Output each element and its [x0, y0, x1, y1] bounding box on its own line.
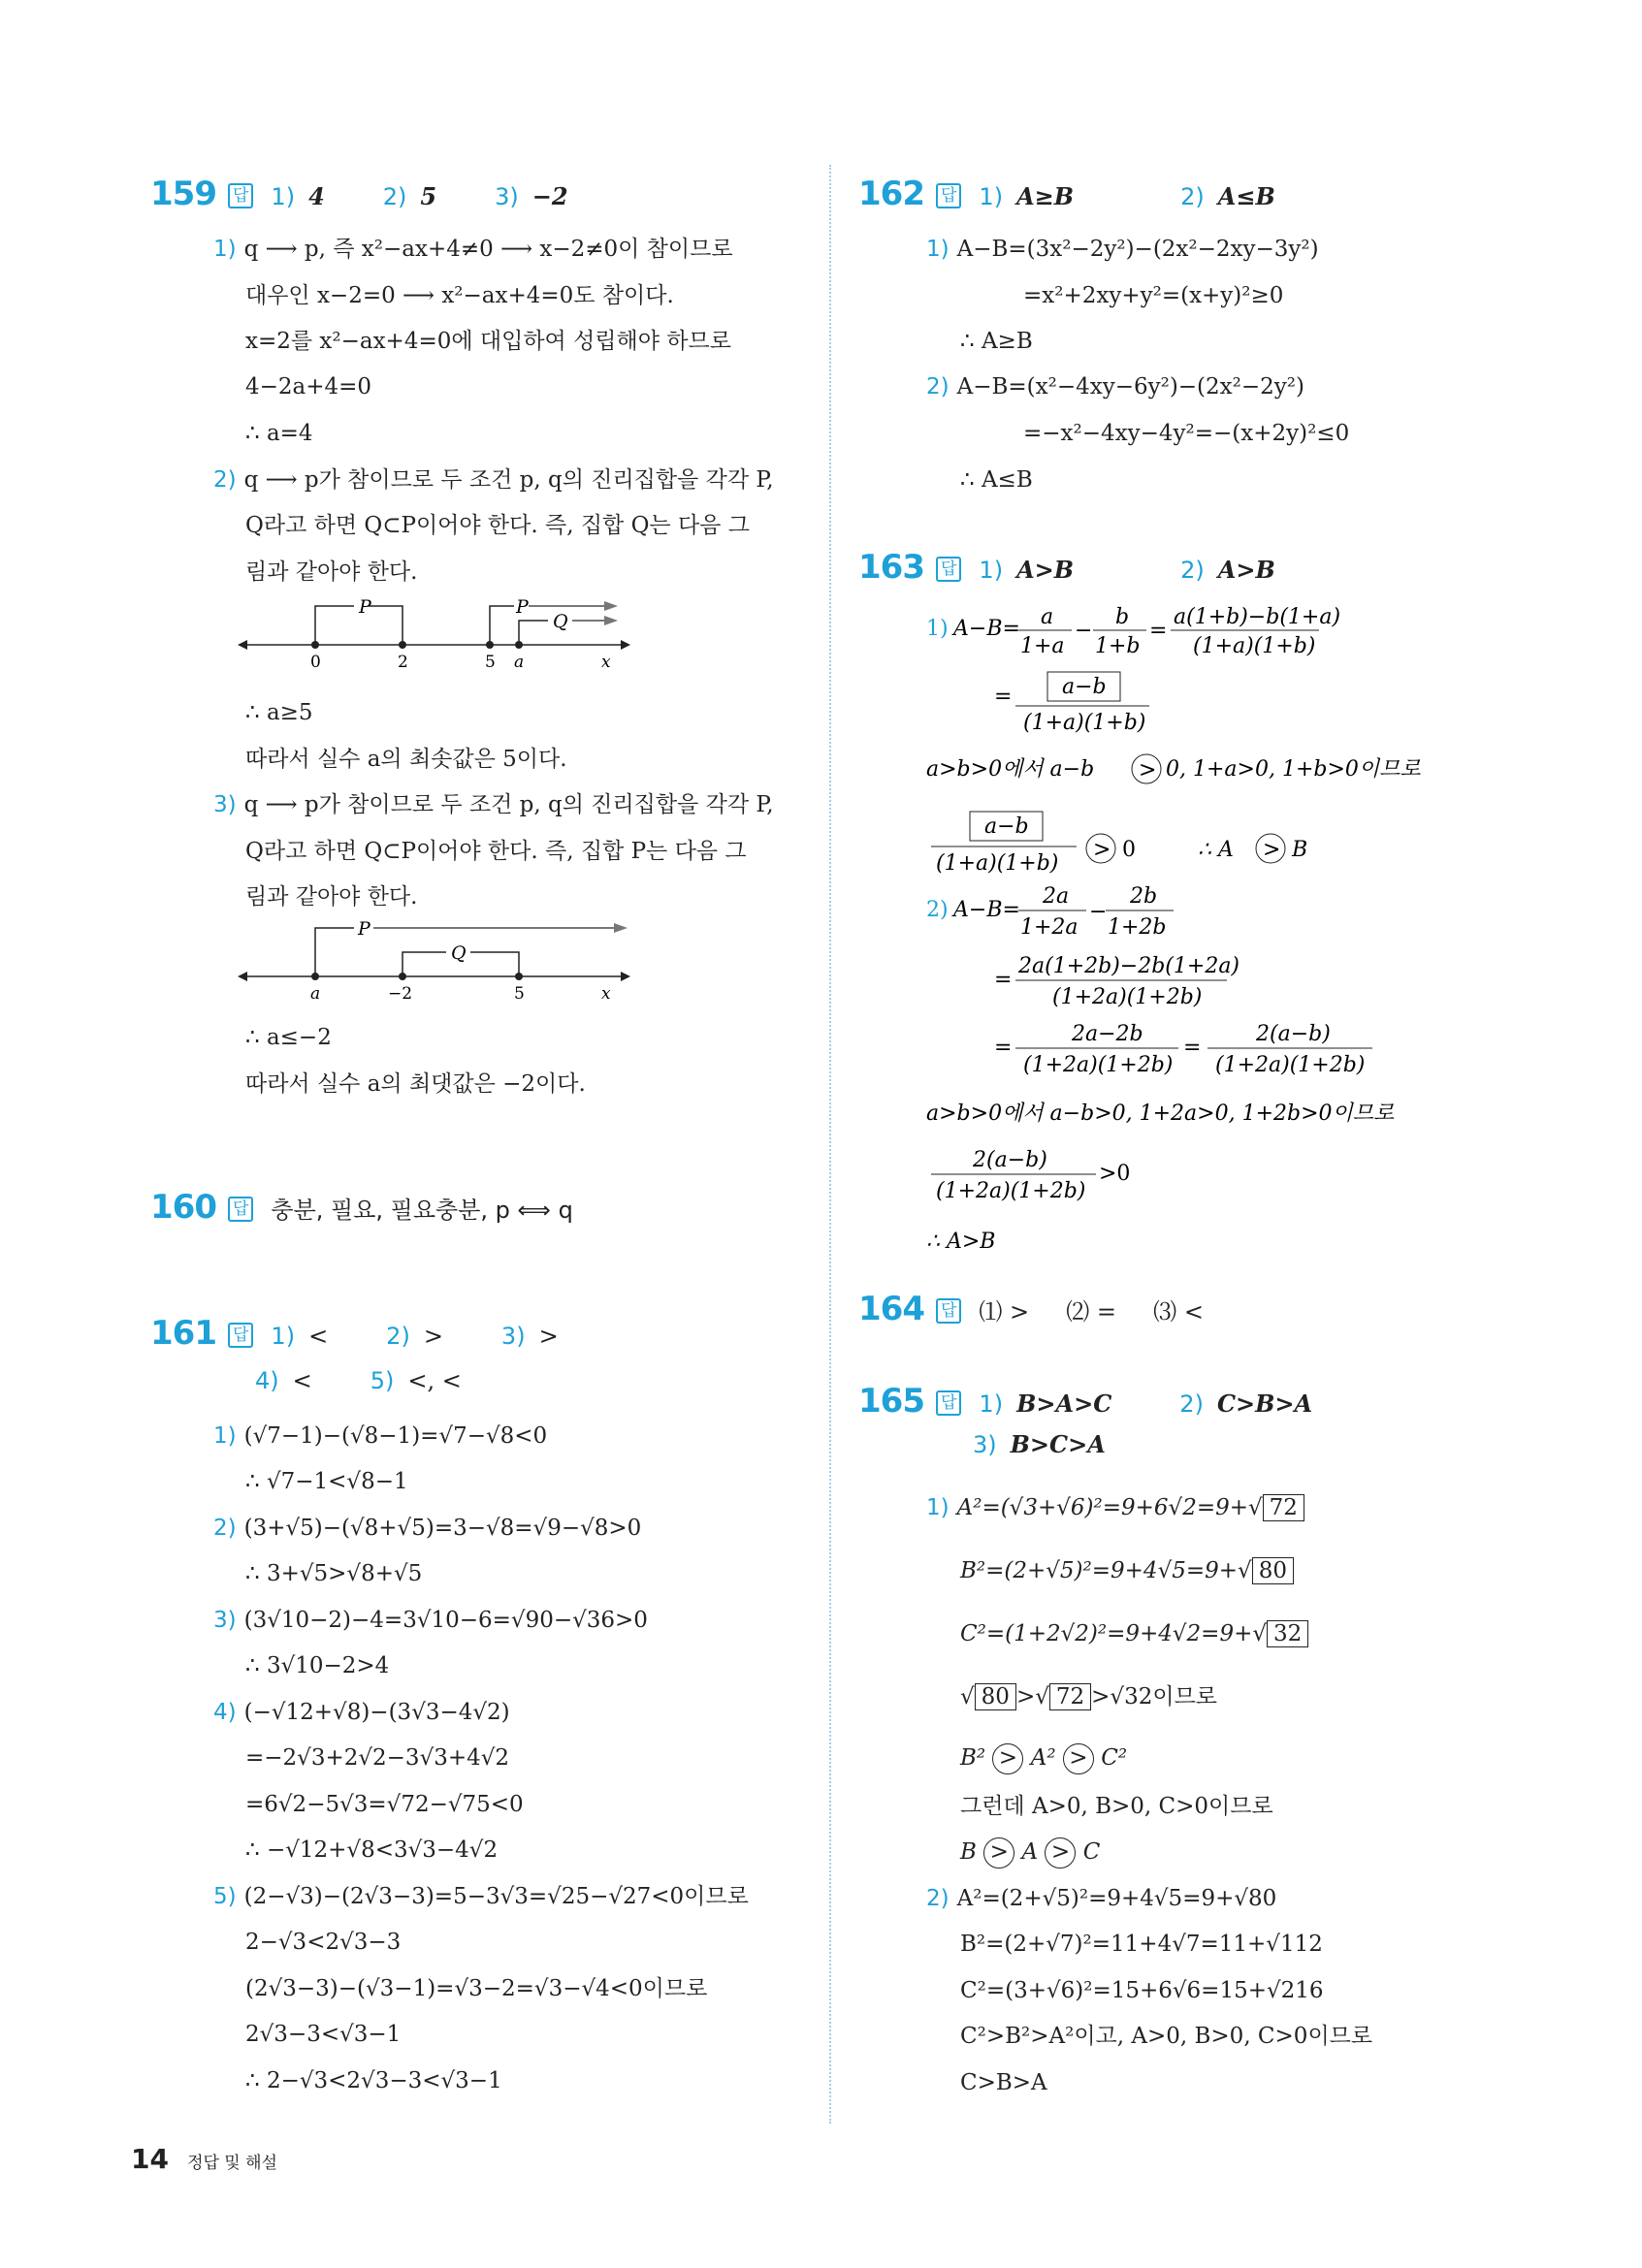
svg-text:−: −: [1075, 619, 1093, 643]
solution-line: C²>B²>A²이고, A>0, B>0, C>0이므로: [960, 2024, 1373, 2049]
number-line-figure-1: [238, 591, 645, 669]
svg-text:(1+2a)(1+2b): (1+2a)(1+2b): [1023, 1053, 1174, 1077]
solution-line: B > A > C: [960, 1837, 1100, 1869]
solution-line: 4−2a+4=0: [245, 374, 372, 399]
svg-text:2b: 2b: [1130, 884, 1158, 909]
solution-line: =x²+2xy+y²=(x+y)²≥0: [1023, 283, 1284, 308]
fig1-label-Q: Q: [553, 611, 568, 632]
svg-text:>: >: [1093, 838, 1111, 862]
svg-text:=: =: [1149, 619, 1168, 643]
svg-text:(1+a)(1+b): (1+a)(1+b): [1023, 711, 1146, 735]
solution-line: (2√3−3)−(√3−1)=√3−2=√3−√4<0이므로: [245, 1976, 708, 2001]
answer-text: 충분, 필요, 필요충분, p ⟺ q: [271, 1197, 573, 1224]
fig2-tick-5: 5: [514, 984, 525, 1001]
answer-badge: 답: [936, 1298, 961, 1324]
solution-line: C>B>A: [960, 2070, 1047, 2095]
problem-number: 165: [858, 1382, 924, 1421]
solution-line: 2) q ⟶ p가 참이므로 두 조건 p, q의 진리집합을 각각 P,: [213, 467, 774, 493]
solution-line: 대우인 x−2=0 ⟶ x²−ax+4=0도 참이다.: [245, 283, 674, 308]
problem-165-header: [858, 1382, 1370, 1421]
number-line-figure-2: [238, 913, 645, 1001]
svg-text:=: =: [1183, 1036, 1202, 1060]
svg-text:2): 2): [926, 898, 949, 922]
svg-text:(1+2a)(1+2b): (1+2a)(1+2b): [1215, 1053, 1366, 1077]
svg-text:=: =: [994, 685, 1013, 709]
svg-text:1): 1): [926, 617, 949, 641]
svg-text:∴ A: ∴ A: [1198, 838, 1234, 862]
solution-line: C²=(1+2√2)²=9+4√2=9+√ 32: [960, 1619, 1308, 1648]
solution-line: 4) (−√12+√8)−(3√3−4√2): [213, 1700, 510, 1725]
svg-text:>0: >0: [1099, 1162, 1131, 1186]
solution-line: ∴ 3+√5>√8+√5: [245, 1561, 423, 1586]
svg-text:a: a: [1041, 606, 1054, 629]
solution-line: B²=(2+√7)²=11+4√7=11+√112: [960, 1932, 1323, 1957]
solution-line: √ 80 >√ 72 >√32이므로: [960, 1684, 1218, 1709]
svg-text:a−b: a−b: [1062, 675, 1107, 699]
solution-line: ∴ A≥B: [960, 329, 1033, 354]
solution-line: Q라고 하면 Q⊂P이어야 한다. 즉, 집합 P는 다음 그: [245, 839, 747, 864]
solution-line: =−x²−4xy−4y²=−(x+2y)²≤0: [1023, 421, 1350, 446]
answer-item: 2) 5: [382, 182, 437, 210]
fig2-axis-x: x: [601, 984, 611, 1001]
solution-line: ∴ 2−√3<2√3−3<√3−1: [245, 2068, 502, 2093]
answer-badge: 답: [228, 1197, 253, 1222]
solution-line: =6√2−5√3=√72−√75<0: [245, 1792, 524, 1817]
svg-text:a(1+b)−b(1+a): a(1+b)−b(1+a): [1174, 606, 1341, 629]
solution-line: 1) q ⟶ p, 즉 x²−ax+4≠0 ⟶ x−2≠0이 참이므로: [213, 237, 733, 262]
solution-line: 따라서 실수 a의 최댓값은 −2이다.: [245, 1071, 586, 1097]
solution-line: =−2√3+2√2−3√3+4√2: [245, 1745, 510, 1771]
fig1-label-P: P: [359, 596, 371, 618]
svg-text:b: b: [1115, 606, 1130, 629]
answer-item: 1) 4: [271, 182, 325, 210]
problem-164-header: [858, 1290, 1262, 1328]
answer-item: 2) >: [386, 1323, 443, 1350]
svg-text:2a: 2a: [1043, 884, 1070, 909]
svg-text:a>b>0에서 a−b: a>b>0에서 a−b: [926, 757, 1095, 782]
problem-number: 163: [858, 548, 924, 587]
answer-item: 2) C>B>A: [1179, 1390, 1313, 1418]
problem-number: 162: [858, 175, 924, 213]
answer-text: ⑴ > ⑵ = ⑶ <: [979, 1298, 1204, 1326]
problem-161-header: [150, 1314, 617, 1353]
solution-line: 림과 같아야 한다.: [245, 884, 418, 910]
solution-line: 2) (3+√5)−(√8+√5)=3−√8=√9−√8>0: [213, 1516, 642, 1541]
footer-title: 정답 및 해설: [187, 2154, 277, 2173]
fig1-label-P2: P: [516, 596, 529, 618]
svg-text:2a−2b: 2a−2b: [1072, 1022, 1143, 1046]
answer-item: 1) A≥B: [979, 182, 1075, 210]
fig2-tick-a: a: [310, 984, 321, 1001]
answer-item: 1) B>A>C: [979, 1390, 1112, 1418]
svg-text:>: >: [1139, 758, 1157, 783]
svg-text:1+a: 1+a: [1020, 634, 1065, 658]
solution-line: 3) (3√10−2)−4=3√10−6=√90−√36>0: [213, 1608, 648, 1633]
fig1-axis-x: x: [601, 653, 611, 669]
solution-line: 2) A−B=(x²−4xy−6y²)−(2x²−2y²): [926, 374, 1304, 399]
svg-text:A−B=: A−B=: [953, 617, 1020, 641]
problem-number: 161: [150, 1314, 216, 1353]
solution-line: ∴ √7−1<√8−1: [245, 1469, 408, 1494]
svg-text:>: >: [1263, 838, 1281, 862]
solution-line: ∴ a=4: [245, 421, 313, 446]
problem-161-header-2: [255, 1367, 520, 1394]
solution-line: 3) q ⟶ p가 참이므로 두 조건 p, q의 진리집합을 각각 P,: [213, 792, 774, 817]
problem-159-header: [150, 175, 627, 213]
problem-160-header: [150, 1188, 631, 1227]
page-number: 14: [131, 2143, 169, 2175]
solution-line: 따라서 실수 a의 최솟값은 5이다.: [245, 747, 567, 772]
problem-number: 164: [858, 1290, 924, 1328]
solution-line: Q라고 하면 Q⊂P이어야 한다. 즉, 집합 Q는 다음 그: [245, 513, 750, 538]
svg-text:2(a−b): 2(a−b): [973, 1148, 1047, 1172]
fig1-tick-5: 5: [485, 653, 496, 669]
problem-163-header: [858, 548, 1334, 587]
solution-line: 림과 같아야 한다.: [245, 559, 418, 585]
svg-text:0, 1+a>0, 1+b>0이므로: 0, 1+a>0, 1+b>0이므로: [1166, 757, 1421, 782]
answer-badge: 답: [228, 183, 253, 208]
answer-item: 1) A>B: [979, 556, 1075, 584]
fig2-tick-m2: −2: [388, 984, 413, 1001]
answer-item: 3) >: [500, 1323, 559, 1350]
svg-text:A−B=: A−B=: [953, 898, 1020, 922]
answer-item: 3) B>C>A: [973, 1430, 1106, 1458]
page-footer: [131, 2143, 277, 2175]
svg-text:0: 0: [1122, 838, 1136, 862]
solution-line: ∴ 3√10−2>4: [245, 1653, 390, 1678]
problem-165-header-2: [973, 1430, 1164, 1458]
solution-line: 5) (2−√3)−(2√3−3)=5−3√3=√25−√27<0이므로: [213, 1884, 749, 1909]
solution-line: B² > A² > C²: [960, 1743, 1127, 1774]
svg-text:(1+2a)(1+2b): (1+2a)(1+2b): [936, 1179, 1086, 1203]
solution-line: x=2를 x²−ax+4=0에 대입하여 성립해야 하므로: [245, 329, 731, 354]
solution-line: ∴ a≤−2: [245, 1025, 332, 1050]
problem-162-header: [858, 175, 1334, 213]
svg-text:=: =: [994, 968, 1013, 992]
fig2-label-Q: Q: [451, 942, 467, 964]
svg-text:=: =: [994, 1036, 1013, 1060]
answer-item: 3) −2: [495, 182, 568, 210]
svg-text:(1+a)(1+b): (1+a)(1+b): [1193, 634, 1316, 658]
solution-line: ∴ −√12+√8<3√3−4√2: [245, 1837, 499, 1863]
answer-badge: 답: [228, 1323, 253, 1348]
solution-line: B²=(2+√5)²=9+4√5=9+√ 80: [960, 1556, 1294, 1585]
svg-text:a>b>0에서 a−b>0, 1+2a>0, 1+2b>0이: a>b>0에서 a−b>0, 1+2a>0, 1+2b>0이므로: [926, 1102, 1395, 1126]
fig1-tick-0: 0: [310, 653, 321, 669]
solution-line: 그런데 A>0, B>0, C>0이므로: [960, 1794, 1273, 1819]
answer-item: 1) <: [271, 1323, 329, 1350]
svg-text:1+2a: 1+2a: [1020, 915, 1079, 940]
fig1-tick-a: a: [514, 653, 525, 669]
solution-line: 1) A−B=(3x²−2y²)−(2x²−2xy−3y²): [926, 237, 1319, 262]
answer-item: 4) <: [255, 1367, 312, 1394]
column-divider: [829, 165, 831, 2124]
svg-text:B: B: [1292, 838, 1308, 862]
problem-number: 159: [150, 175, 216, 213]
problem-number: 160: [150, 1188, 216, 1227]
answer-item: 5) <, <: [370, 1367, 462, 1394]
svg-text:1+2b: 1+2b: [1108, 915, 1167, 940]
svg-text:∴ A>B: ∴ A>B: [926, 1230, 996, 1254]
solution-line: C²=(3+√6)²=15+6√6=15+√216: [960, 1978, 1324, 2003]
svg-text:2(a−b): 2(a−b): [1256, 1022, 1331, 1046]
fig1-tick-2: 2: [398, 653, 408, 669]
answer-badge: 답: [936, 183, 961, 208]
answer-badge: 답: [936, 557, 961, 582]
solution-line: ∴ a≥5: [245, 700, 313, 725]
svg-text:(1+2a)(1+2b): (1+2a)(1+2b): [1052, 985, 1203, 1009]
svg-text:a−b: a−b: [984, 815, 1029, 839]
fig2-label-P: P: [358, 918, 370, 940]
solution-line: ∴ A≤B: [960, 467, 1033, 493]
solution-line: 2) A²=(2+√5)²=9+4√5=9+√80: [926, 1886, 1277, 1911]
solution-line: 1) A²=(√3+√6)²=9+6√2=9+√ 72: [926, 1493, 1304, 1522]
answer-item: 2) A≤B: [1180, 182, 1275, 210]
solution-line: 2−√3<2√3−3: [245, 1930, 402, 1955]
answer-badge: 답: [936, 1390, 961, 1416]
svg-text:−: −: [1089, 900, 1108, 924]
svg-text:1+b: 1+b: [1095, 634, 1141, 658]
answer-item: 2) A>B: [1180, 556, 1275, 584]
solution-line: 1) (√7−1)−(√8−1)=√7−√8<0: [213, 1423, 548, 1449]
svg-text:(1+a)(1+b): (1+a)(1+b): [936, 851, 1059, 876]
svg-text:2a(1+2b)−2b(1+2a): 2a(1+2b)−2b(1+2a): [1018, 954, 1240, 978]
solution-line: 2√3−3<√3−1: [245, 2022, 402, 2047]
